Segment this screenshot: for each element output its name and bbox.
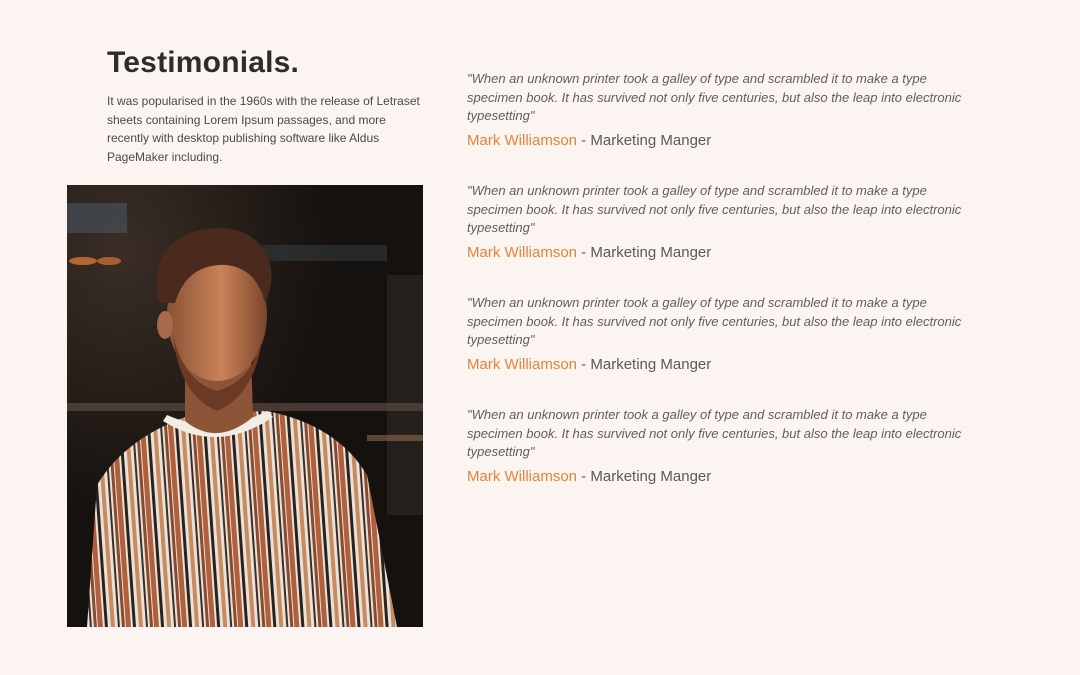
author-separator: -	[577, 355, 591, 373]
testimonial-author	[467, 468, 967, 485]
testimonial-quote: "When an unknown printer took a galley of type and scrambled it to make a type specimen book. It has survived not only five centuries, but also the leap into electronic typesetting"	[467, 183, 962, 236]
testimonial-item	[467, 294, 967, 406]
author-name: Mark Williamson	[467, 355, 578, 373]
author-name: Mark Williamson	[467, 467, 578, 485]
testimonial-item	[467, 406, 967, 518]
author-separator: -	[577, 467, 591, 485]
testimonial-item	[467, 70, 967, 182]
author-name: Mark Williamson	[467, 243, 578, 261]
testimonial-author	[467, 132, 967, 149]
testimonial-quote: "When an unknown printer took a galley of type and scrambled it to make a type specimen book. It has survived not only five centuries, but also the leap into electronic typesetting"	[467, 71, 962, 124]
section-intro: It was popularised in the 1960s with the release of Letraset sheets containing Lorem Ipsum passages, and more recently with desktop publishing software like Aldus PageMaker including.	[107, 94, 420, 164]
testimonial-list	[467, 70, 967, 518]
testimonial-author	[467, 244, 967, 261]
testimonial-author	[467, 356, 967, 373]
testimonial-quote: "When an unknown printer took a galley of type and scrambled it to make a type specimen book. It has survived not only five centuries, but also the leap into electronic typesetting"	[467, 295, 962, 348]
author-role: Marketing Manger	[590, 131, 712, 149]
author-role: Marketing Manger	[590, 355, 712, 373]
author-role: Marketing Manger	[590, 243, 712, 261]
author-separator: -	[577, 131, 591, 149]
author-name: Mark Williamson	[467, 131, 578, 149]
author-role: Marketing Manger	[590, 467, 712, 485]
testimonial-item	[467, 182, 967, 294]
testimonial-quote: "When an unknown printer took a galley of type and scrambled it to make a type specimen book. It has survived not only five centuries, but also the leap into electronic typesetting"	[467, 407, 962, 460]
author-separator: -	[577, 243, 591, 261]
section-title: Testimonials.	[107, 46, 300, 79]
testimonial-photo	[67, 185, 423, 627]
